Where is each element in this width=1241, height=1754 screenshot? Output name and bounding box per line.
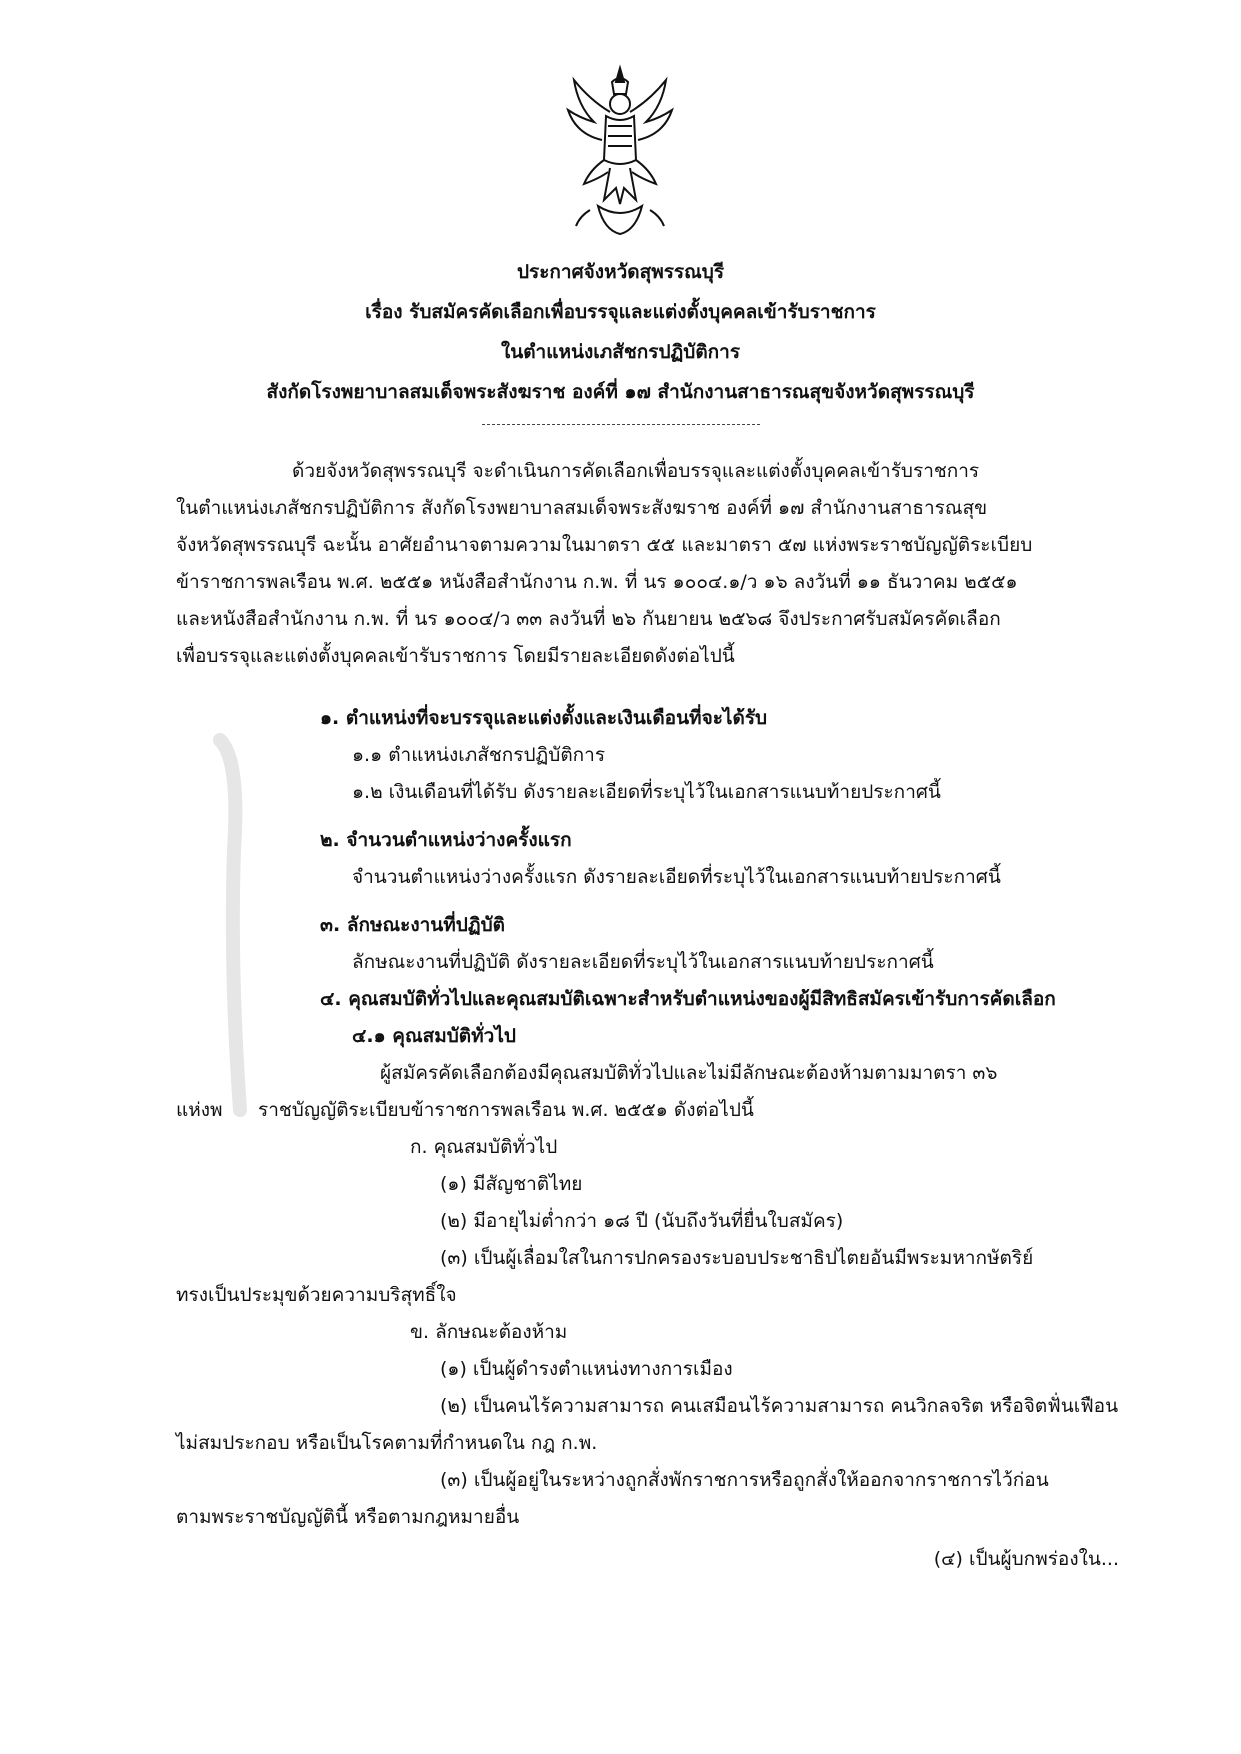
intro-line: ในตำแหน่งเภสัชกรปฏิบัติการ สังกัดโรงพยาบาลสมเด็จพระสังฆราช องค์ที่ ๑๗ สำนักงานสาธารณสุข	[176, 497, 988, 519]
list-item-continuation: ไม่สมประกอบ หรือเป็นโรคตามที่กำหนดใน กฎ ก.พ.	[176, 1432, 598, 1454]
list-item: (๑) เป็นผู้ดำรงตำแหน่งทางการเมือง	[440, 1358, 733, 1380]
section-heading: ๔. คุณสมบัติทั่วไปและคุณสมบัติเฉพาะสำหรับตำแหน่งของผู้มีสิทธิสมัครเข้ารับการคัดเลือก	[320, 988, 1056, 1010]
announcement-title	[100, 252, 1141, 412]
paragraph-line-part: ราชบัญญัติระเบียบข้าราชการพลเรือน พ.ศ. ๒๕๕๑ ดังต่อไปนี้	[258, 1099, 754, 1121]
list-item-continuation: ตามพระราชบัญญัตินี้ หรือตามกฎหมายอื่น	[176, 1506, 520, 1528]
intro-line: จังหวัดสุพรรณบุรี ฉะนั้น อาศัยอำนาจตามความในมาตรา ๕๕ และมาตรา ๕๗ แห่งพระราชบัญญัติระเบียบ	[176, 534, 1033, 556]
list-item: (๒) เป็นคนไร้ความสามารถ คนเสมือนไร้ความสามารถ คนวิกลจริต หรือจิตฟั่นเฟือน	[440, 1395, 1119, 1417]
list-heading: ข. ลักษณะต้องห้าม	[410, 1321, 568, 1343]
section-body: จำนวนตำแหน่งว่างครั้งแรก ดังรายละเอียดที่ระบุไว้ในเอกสารแนบท้ายประกาศนี้	[352, 866, 1001, 888]
title-line: ในตำแหน่งเภสัชกรปฏิบัติการ	[500, 341, 741, 363]
paragraph-line: ผู้สมัครคัดเลือกต้องมีคุณสมบัติทั่วไปและไม่มีลักษณะต้องห้ามตามมาตรา ๓๖	[380, 1062, 998, 1084]
sub-heading: ๔.๑ คุณสมบัติทั่วไป	[352, 1025, 516, 1047]
section-heading: ๒. จำนวนตำแหน่งว่างครั้งแรก	[320, 829, 572, 851]
paragraph-line-part: แห่งพ	[176, 1099, 223, 1121]
title-line: ประกาศจังหวัดสุพรรณบุรี	[516, 261, 725, 283]
list-item: (๑) มีสัญชาติไทย	[440, 1173, 583, 1195]
section-item: ๑.๒ เงินเดือนที่ได้รับ ดังรายละเอียดที่ระบุไว้ในเอกสารแนบท้ายประกาศนี้	[352, 781, 941, 803]
section-body: ลักษณะงานที่ปฏิบัติ ดังรายละเอียดที่ระบุไว้ในเอกสารแนบท้ายประกาศนี้	[352, 951, 934, 973]
list-item: (๓) เป็นผู้เลื่อมใสในการปกครองระบอบประชาธิปไตยอันมีพระมหากษัตริย์	[440, 1247, 1034, 1269]
intro-line: และหนังสือสำนักงาน ก.พ. ที่ นร ๑๐๐๔/ว ๓๓ ลงวันที่ ๒๖ กันยายน ๒๕๖๘ จึงประกาศรับสมัครคัดเลือก	[176, 608, 1001, 630]
list-item: (๓) เป็นผู้อยู่ในระหว่างถูกสั่งพักราชการหรือถูกสั่งให้ออกจากราชการไว้ก่อน	[440, 1469, 1049, 1491]
list-heading: ก. คุณสมบัติทั่วไป	[410, 1136, 558, 1158]
list-item-continuation: ทรงเป็นประมุขด้วยความบริสุทธิ์ใจ	[176, 1284, 457, 1306]
title-line: สังกัดโรงพยาบาลสมเด็จพระสังฆราช องค์ที่ ๑๗ สำนักงานสาธารณสุขจังหวัดสุพรรณบุรี	[266, 381, 975, 403]
scan-artifact	[200, 730, 260, 1130]
intro-line: เพื่อบรรจุและแต่งตั้งบุคคลเข้ารับราชการ โดยมีรายละเอียดดังต่อไปนี้	[176, 645, 735, 667]
section-heading: ๑. ตำแหน่งที่จะบรรจุและแต่งตั้งและเงินเดือนที่จะได้รับ	[320, 707, 768, 729]
section-item: ๑.๑ ตำแหน่งเภสัชกรปฏิบัติการ	[352, 744, 606, 766]
page-continuation: (๔) เป็นผู้บกพร่องใน...	[933, 1548, 1119, 1570]
garuda-emblem-icon	[560, 60, 680, 240]
list-item: (๒) มีอายุไม่ต่ำกว่า ๑๘ ปี (นับถึงวันที่ยื่นใบสมัคร)	[440, 1210, 844, 1232]
section-heading: ๓. ลักษณะงานที่ปฏิบัติ	[320, 914, 505, 936]
separator-line	[482, 424, 760, 425]
intro-line: ข้าราชการพลเรือน พ.ศ. ๒๕๕๑ หนังสือสำนักงาน ก.พ. ที่ นร ๑๐๐๔.๑/ว ๑๖ ลงวันที่ ๑๑ ธันวาคม ๒๕๕๑	[176, 571, 1018, 593]
intro-line: ด้วยจังหวัดสุพรรณบุรี จะดำเนินการคัดเลือกเพื่อบรรจุและแต่งตั้งบุคคลเข้ารับราชการ	[292, 460, 980, 482]
title-line: เรื่อง รับสมัครคัดเลือกเพื่อบรรจุและแต่งตั้งบุคคลเข้ารับราชการ	[365, 301, 876, 323]
